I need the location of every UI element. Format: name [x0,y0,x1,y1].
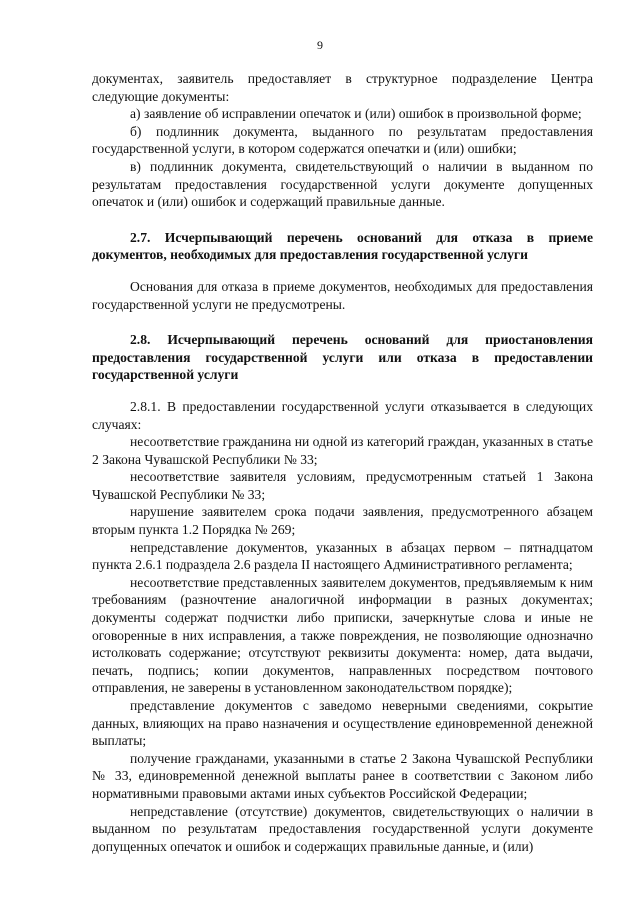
list-item: получение гражданами, указанными в статье 2 Закона Чувашской Республики № 33, единовременной денежной выплаты ранее в соответствии с Законом либо нормативными правовыми актами иных субъектов Российской Федерации; [92,750,593,801]
page-content [92,70,593,855]
spacer [92,313,593,331]
list-item: нарушение заявителем срока подачи заявления, предусмотренного абзацем вторым пункта 1.2 Порядка № 269; [92,504,593,538]
section-heading-2-7: 2.7. Исчерпывающий перечень оснований для отказа в приеме документов, необходимых для предоставления государственной услуги [92,229,593,263]
list-item: несоответствие гражданина ни одной из категорий граждан, указанных в статье 2 Закона Чувашской Республики № 33; [92,434,593,467]
section-heading-2-8: 2.8. Исчерпывающий перечень оснований для приостановления предоставления государственной услуги или отказа в предоставлении государственной услуги [92,332,593,383]
list-item: в) подлинник документа, свидетельствующий о наличии в выданном по результатам предоставления государственной услуги документе допущенных опечаток и (или) ошибок и содержащий правильные данные. [92,158,593,210]
list-item: несоответствие представленных заявителем документов, предъявляемым к ним требованиям (разночтение аналогичной информации в разных документах; документы содержат подчистки либо приписки, зачеркнутые слова и иные не оговоренные в них исправления, а также повреждения, не позволяющие однозначно истолковать содержание; отсутствуют реквизиты документа: номер, дата выдачи, печать, подпись; копии документов, направленных посредством почтового отправления, не заверены в установленном законодательством порядке); [92,574,593,696]
list-item: б) подлинник документа, выданного по результатам предоставления государственной услуги, в котором содержатся опечатки и (или) ошибки; [92,123,593,157]
list-item: представление документов с заведомо неверными сведениями, сокрытие данных, влияющих на право назначения и осуществление единовременной денежной выплаты; [92,698,593,749]
page-number: 9 [317,38,323,52]
spacer [92,264,593,278]
section-2-8-1-intro: 2.8.1. В предоставлении государственной услуги отказывается в следующих случаях: [92,398,593,432]
spacer [92,384,593,398]
list-item: а) заявление об исправлении опечаток и (или) ошибок в произвольной форме; [130,106,582,122]
continuation-paragraph: документах, заявитель предоставляет в структурное подразделение Центра следующие документы: [92,71,593,104]
list-item: несоответствие заявителя условиям, предусмотренным статьей 1 Закона Чувашской Республики № 33; [92,469,593,502]
spacer [92,211,593,229]
list-item: непредставление документов, указанных в абзацах первом – пятнадцатом пункта 2.6.1 подраздела 2.6 раздела II настоящего Административного регламента; [92,539,593,573]
list-item: непредставление (отсутствие) документов, свидетельствующих о наличии в выданном по результатам предоставления государственной услуги документе допущенных опечаток и ошибок и содержащих правильные данные, и (или) [92,803,593,854]
section-2-7-text: Основания для отказа в приеме документов, необходимых для предоставления государственной услуги не предусмотрены. [92,278,593,312]
